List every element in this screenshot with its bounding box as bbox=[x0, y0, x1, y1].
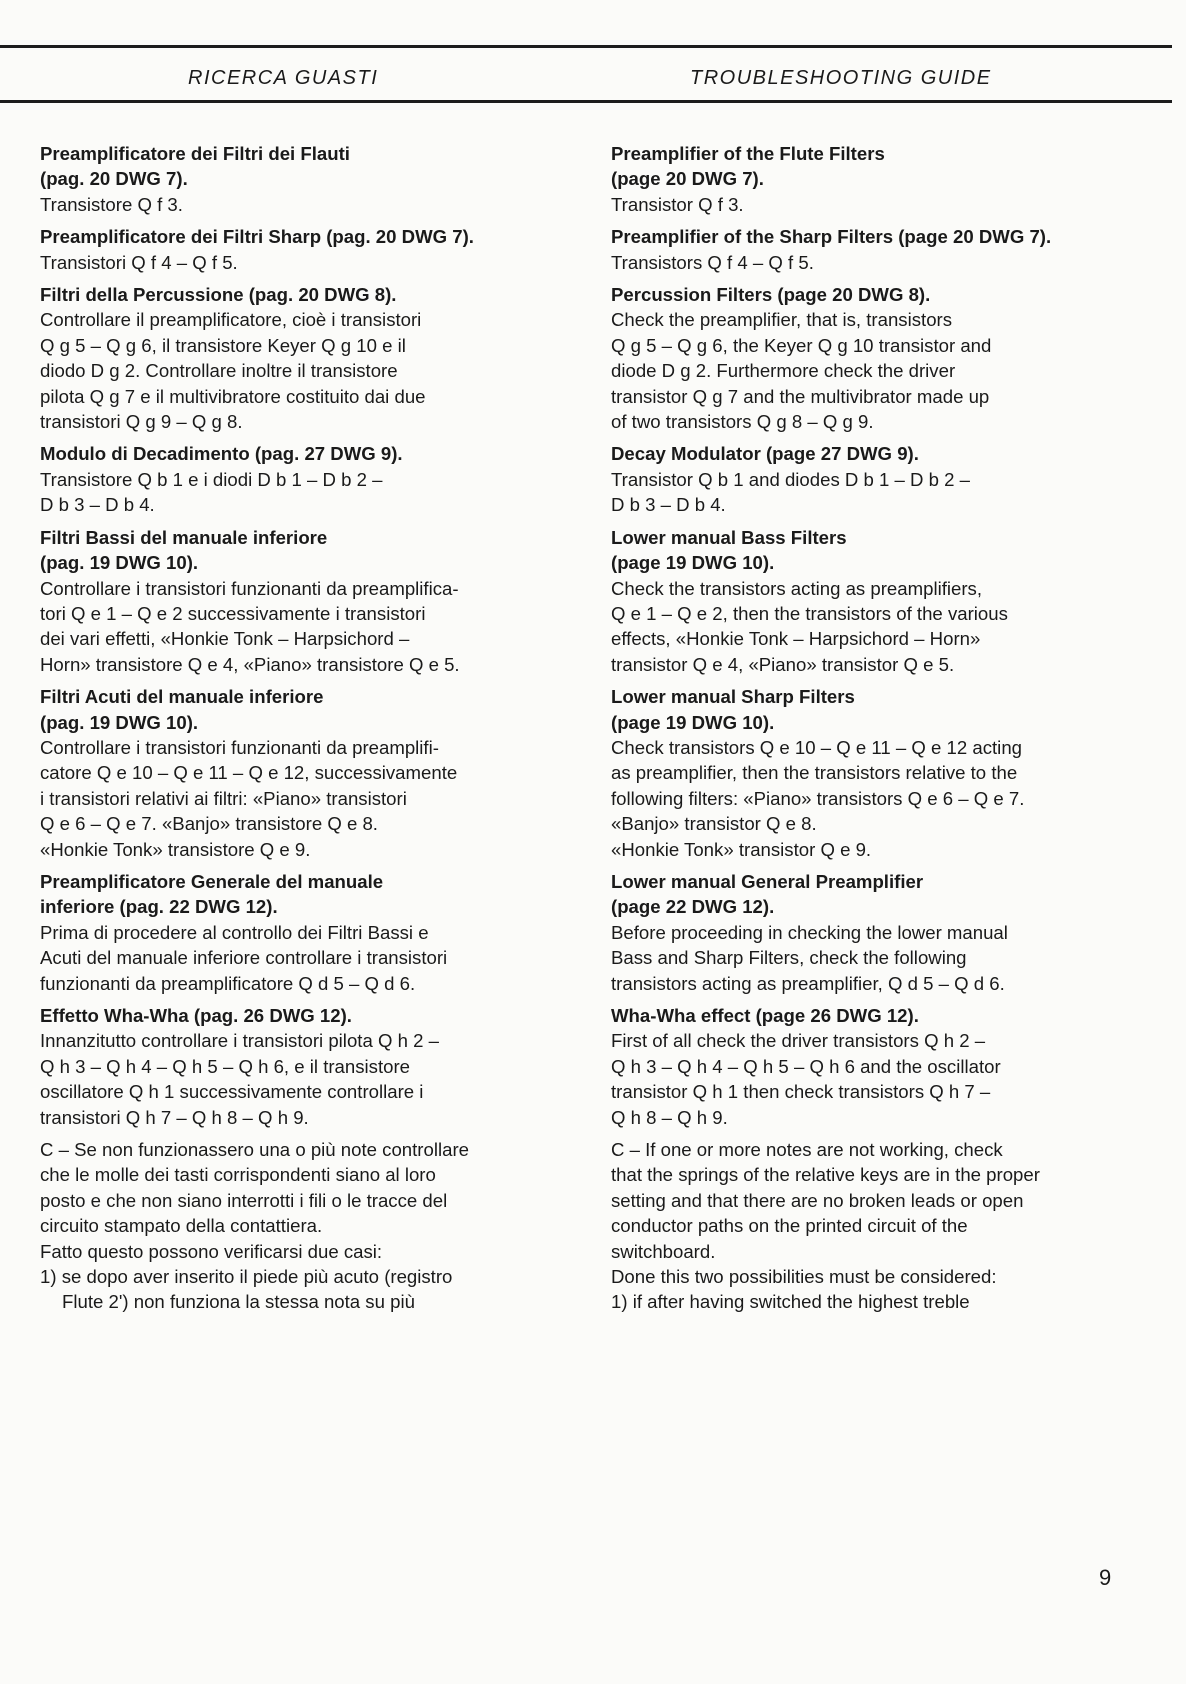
section-title: Effetto Wha-Wha (pag. 26 DWG 12). bbox=[40, 1005, 352, 1026]
section-title: Decay Modulator (page 27 DWG 9). bbox=[611, 443, 919, 465]
paragraph-line: che le molle dei tasti corrispondenti siano al loro bbox=[40, 1164, 436, 1186]
paragraph-line: switchboard. bbox=[611, 1240, 716, 1262]
section-title: Modulo di Decadimento (pag. 27 DWG 9). bbox=[40, 443, 403, 465]
section-text: catore Q e 10 – Q e 11 – Q e 12, successivamente bbox=[40, 762, 458, 784]
section-text: Q g 5 – Q g 6, il transistore Keyer Q g 10 e il bbox=[40, 334, 406, 356]
section-text: of two transistors Q g 8 – Q g 9. bbox=[611, 411, 874, 433]
section-text: «Honkie Tonk» transistore Q e 9. bbox=[40, 838, 311, 860]
section-title: Preamplifier of the Sharp Filters (page 20 DWG 7). bbox=[611, 226, 1052, 248]
section-text: i transistori relativi ai filtri: «Piano» transistori bbox=[40, 787, 407, 809]
section-text: transistori Q g 9 – Q g 8. bbox=[40, 411, 243, 433]
section bbox=[611, 525, 1141, 677]
section-title: inferiore (pag. 22 DWG 12). bbox=[40, 896, 278, 918]
section-text: Innanzitutto controllare i transistori pilota Q h 2 – bbox=[40, 1030, 439, 1052]
header-bottom-rule bbox=[0, 100, 1172, 103]
paragraph-line: Done this two possibilities must be considered: bbox=[611, 1266, 997, 1288]
section-title: Filtri della Percussione (pag. 20 DWG 8). bbox=[40, 284, 397, 306]
section-text: following filters: «Piano» transistors Q e 6 – Q e 7. bbox=[611, 787, 1025, 809]
section bbox=[40, 525, 570, 677]
section-text: D b 3 – D b 4. bbox=[40, 494, 155, 516]
section-title: (page 20 DWG 7). bbox=[611, 168, 764, 190]
section-text: Prima di procedere al controllo dei Filtri Bassi e bbox=[40, 921, 429, 943]
section-title: Lower manual Bass Filters bbox=[611, 526, 847, 548]
section-text: Check the preamplifier, that is, transistors bbox=[611, 309, 953, 331]
section-text: Bass and Sharp Filters, check the following bbox=[611, 947, 967, 969]
header-top-rule bbox=[0, 45, 1172, 48]
section-title: Percussion Filters (page 20 DWG 8). bbox=[611, 284, 931, 306]
section bbox=[611, 224, 1141, 275]
section-title: (page 22 DWG 12). bbox=[611, 896, 775, 918]
list-item-line: 1) se dopo aver inserito il piede più acuto (registro bbox=[40, 1266, 453, 1288]
section bbox=[611, 1003, 1141, 1130]
section-text: as preamplifier, then the transistors relative to the bbox=[611, 762, 1018, 784]
closing-paragraph bbox=[611, 1137, 1141, 1315]
section bbox=[40, 869, 570, 996]
section-text: Transistors Q f 4 – Q f 5. bbox=[611, 251, 814, 273]
section-text: oscillatore Q h 1 successivamente controllare i bbox=[40, 1081, 424, 1103]
section-title: Filtri Bassi del manuale inferiore bbox=[40, 526, 328, 548]
section-title: Wha-Wha effect (page 26 DWG 12). bbox=[611, 1005, 919, 1026]
section-text: First of all check the driver transistors Q h 2 – bbox=[611, 1030, 986, 1052]
section-text: Q h 3 – Q h 4 – Q h 5 – Q h 6, e il transistore bbox=[40, 1055, 410, 1077]
section-title: Preamplificatore dei Filtri Sharp (pag. 20 DWG 7). bbox=[40, 226, 474, 248]
section-text: Q h 3 – Q h 4 – Q h 5 – Q h 6 and the oscillator bbox=[611, 1055, 1001, 1077]
paragraph-line: C – Se non funzionassero una o più note controllare bbox=[40, 1139, 469, 1161]
section-text: Q h 8 – Q h 9. bbox=[611, 1106, 728, 1128]
section-text: effects, «Honkie Tonk – Harpsichord – Horn» bbox=[611, 628, 981, 650]
section-text: Check the transistors acting as preamplifiers, bbox=[611, 577, 982, 599]
section bbox=[40, 282, 570, 434]
section-text: D b 3 – D b 4. bbox=[611, 494, 726, 516]
section-text: Controllare i transistori funzionanti da preamplifi- bbox=[40, 736, 439, 758]
section-title: Preamplificatore dei Filtri dei Flauti bbox=[40, 143, 350, 164]
section bbox=[611, 684, 1141, 862]
section-title: (pag. 19 DWG 10). bbox=[40, 711, 199, 733]
section-title: Filtri Acuti del manuale inferiore bbox=[40, 686, 324, 708]
section bbox=[611, 141, 1141, 217]
section-title: (pag. 19 DWG 10). bbox=[40, 552, 199, 574]
section-text: diodo D g 2. Controllare inoltre il transistore bbox=[40, 360, 398, 382]
section-title: (page 19 DWG 10). bbox=[611, 711, 775, 733]
section bbox=[40, 441, 570, 517]
page-number: 9 bbox=[1099, 1565, 1112, 1590]
section-title: Preamplificatore Generale del manuale bbox=[40, 870, 384, 892]
section-text: Acuti del manuale inferiore controllare i transistori bbox=[40, 947, 448, 969]
section-title: (pag. 20 DWG 7). bbox=[40, 168, 188, 190]
paragraph-line: Fatto questo possono verificarsi due casi: bbox=[40, 1240, 383, 1262]
section-text: Before proceeding in checking the lower manual bbox=[611, 921, 1008, 943]
paragraph-line: setting and that there are no broken leads or open bbox=[611, 1189, 1024, 1211]
section-text: funzionanti da preamplificatore Q d 5 – Q d 6. bbox=[40, 972, 416, 994]
section-text: Controllare i transistori funzionanti da preamplifica- bbox=[40, 577, 459, 599]
section bbox=[40, 684, 570, 862]
section-text: Transistor Q f 3. bbox=[611, 193, 744, 215]
header-title-italian: RICERCA GUASTI bbox=[188, 67, 379, 89]
english-column bbox=[611, 141, 1141, 1315]
section-text: Transistore Q b 1 e i diodi D b 1 – D b 2 – bbox=[40, 468, 383, 490]
paragraph-line: that the springs of the relative keys are in the proper bbox=[611, 1164, 1040, 1186]
section-text: tori Q e 1 – Q e 2 successivamente i transistori bbox=[40, 602, 426, 624]
section-text: Transistori Q f 4 – Q f 5. bbox=[40, 251, 238, 273]
section-text: dei vari effetti, «Honkie Tonk – Harpsichord – bbox=[40, 628, 410, 650]
section-text: Check transistors Q e 10 – Q e 11 – Q e 12 acting bbox=[611, 736, 1022, 758]
list-item-line: Flute 2') non funziona la stessa nota su più bbox=[62, 1291, 415, 1313]
section-text: Q e 6 – Q e 7. «Banjo» transistore Q e 8. bbox=[40, 813, 378, 835]
section bbox=[611, 869, 1141, 996]
section-text: transistori Q h 7 – Q h 8 – Q h 9. bbox=[40, 1106, 309, 1128]
section-text: Horn» transistore Q e 4, «Piano» transistore Q e 5. bbox=[40, 653, 460, 675]
section-title: (page 19 DWG 10). bbox=[611, 552, 775, 574]
paragraph-line: posto e che non siano interrotti i fili o le tracce del bbox=[40, 1189, 448, 1211]
section bbox=[611, 441, 1141, 517]
section-text: «Honkie Tonk» transistor Q e 9. bbox=[611, 838, 872, 860]
section bbox=[40, 224, 570, 275]
section-text: Transistore Q f 3. bbox=[40, 193, 183, 215]
section bbox=[40, 141, 570, 217]
section-text: transistors acting as preamplifier, Q d 5 – Q d 6. bbox=[611, 972, 1005, 994]
section-title: Lower manual Sharp Filters bbox=[611, 686, 855, 708]
list-item-line: 1) if after having switched the highest treble bbox=[611, 1291, 970, 1313]
section-text: Controllare il preamplificatore, cioè i transistori bbox=[40, 309, 422, 331]
section-text: pilota Q g 7 e il multivibratore costituito dai due bbox=[40, 385, 426, 407]
section-text: transistor Q g 7 and the multivibrator made up bbox=[611, 385, 990, 407]
section-text: diode D g 2. Furthermore check the driver bbox=[611, 360, 956, 382]
section-text: «Banjo» transistor Q e 8. bbox=[611, 813, 817, 835]
header-title-english: TROUBLESHOOTING GUIDE bbox=[690, 67, 992, 89]
section-text: transistor Q e 4, «Piano» transistor Q e 5. bbox=[611, 653, 955, 675]
section-title: Lower manual General Preamplifier bbox=[611, 870, 924, 892]
paragraph-line: C – If one or more notes are not working, check bbox=[611, 1139, 1003, 1161]
section-text: Transistor Q b 1 and diodes D b 1 – D b 2 – bbox=[611, 468, 970, 490]
section bbox=[611, 282, 1141, 434]
paragraph-line: conductor paths on the printed circuit of the bbox=[611, 1215, 968, 1237]
section-title: Preamplifier of the Flute Filters bbox=[611, 143, 885, 164]
section bbox=[40, 1003, 570, 1130]
section-text: transistor Q h 1 then check transistors Q h 7 – bbox=[611, 1081, 991, 1103]
italian-column bbox=[40, 141, 570, 1315]
section-text: Q e 1 – Q e 2, then the transistors of the various bbox=[611, 602, 1008, 624]
section-text: Q g 5 – Q g 6, the Keyer Q g 10 transistor and bbox=[611, 334, 992, 356]
closing-paragraph bbox=[40, 1137, 570, 1315]
paragraph-line: circuito stampato della contattiera. bbox=[40, 1215, 323, 1237]
